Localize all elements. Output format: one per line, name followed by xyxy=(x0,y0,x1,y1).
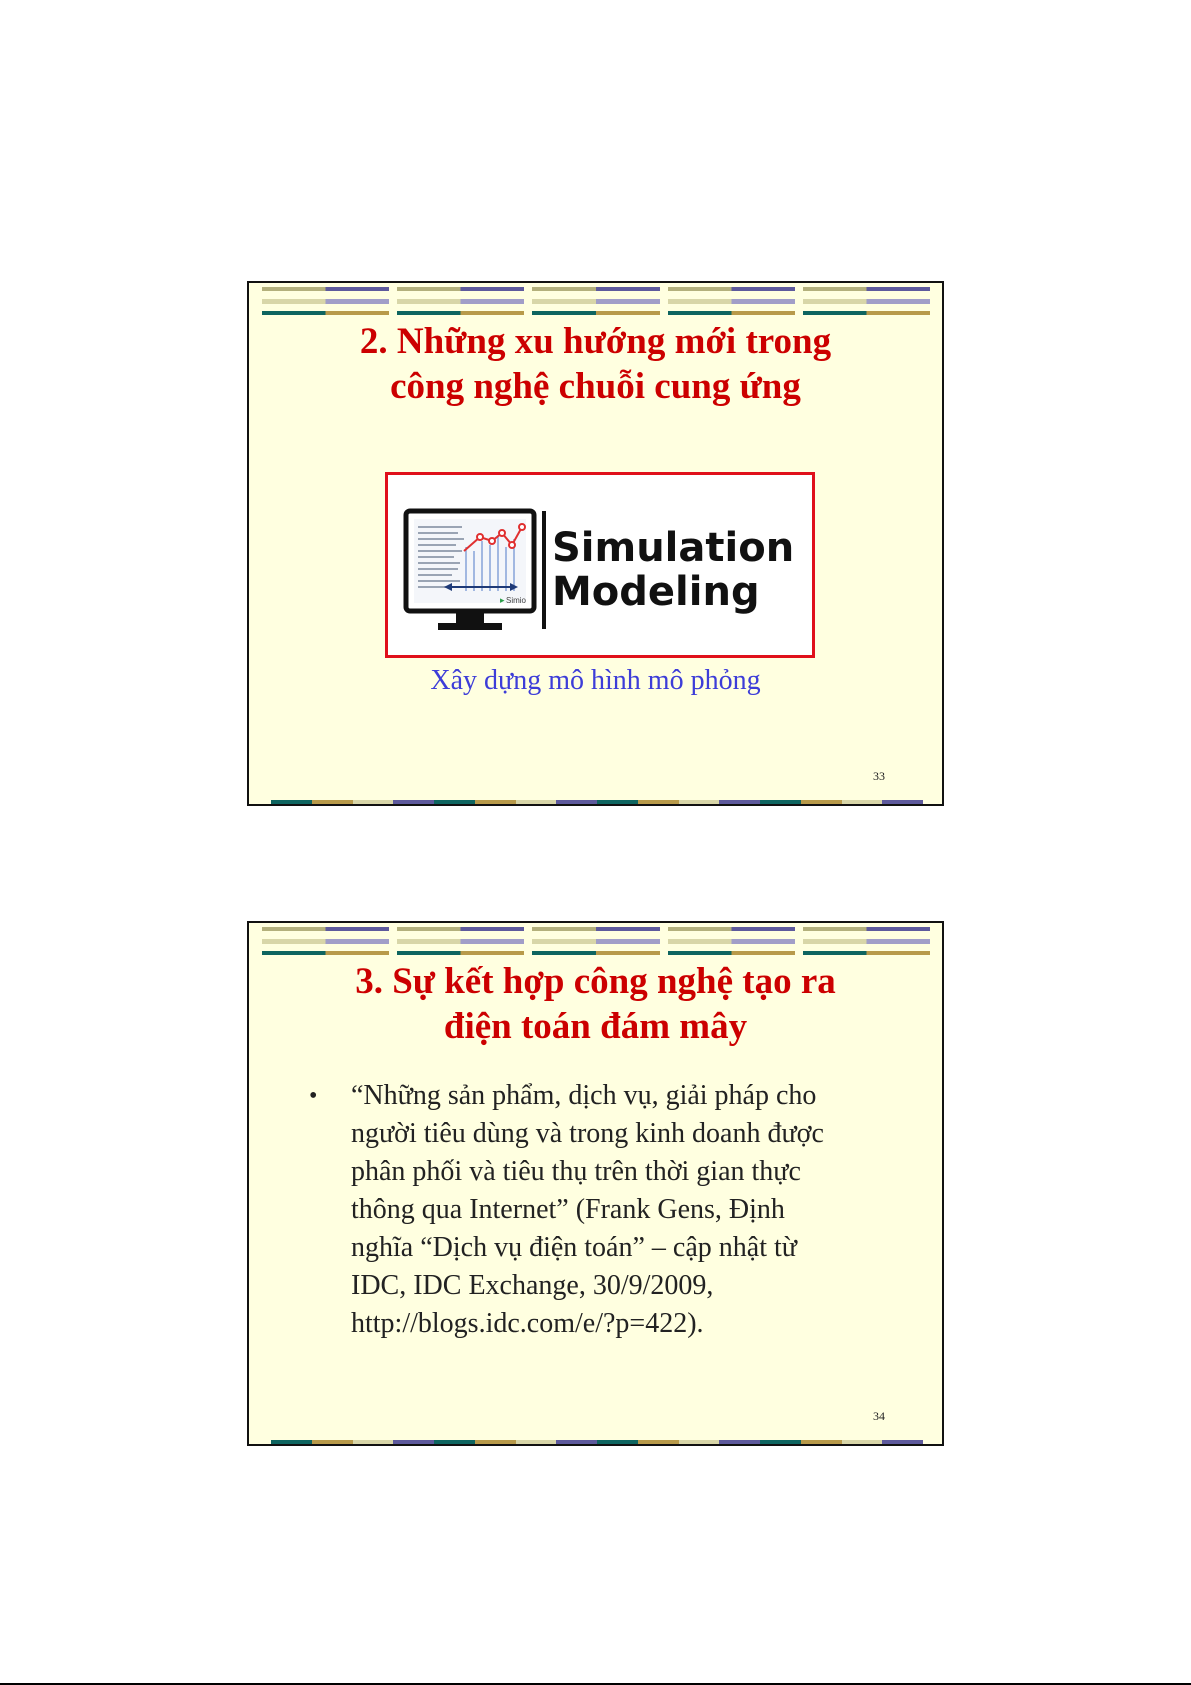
bullet-line: người tiêu dùng và trong kinh doanh được xyxy=(351,1118,824,1149)
slide-33 xyxy=(247,281,944,806)
bullet-text xyxy=(351,1077,879,1343)
decorative-top-band xyxy=(262,927,930,955)
bullet-item xyxy=(309,1077,879,1343)
bullet-dot-icon: • xyxy=(309,1083,318,1109)
logo-text-simulation: Simulation xyxy=(552,525,795,571)
bullet-line: thông qua Internet” (Frank Gens, Định xyxy=(351,1194,785,1225)
bullet-line: IDC, IDC Exchange, 30/9/2009, xyxy=(351,1270,714,1301)
simulation-modeling-image xyxy=(385,472,815,658)
slide-title xyxy=(249,959,942,1049)
slide-34 xyxy=(247,921,944,1446)
brand-label: ▸ xyxy=(500,595,505,605)
decorative-top-band xyxy=(262,287,930,315)
title-line-1: 2. Những xu hướng mới trong xyxy=(359,321,832,362)
bullet-line: http://blogs.idc.com/e/?p=422). xyxy=(351,1308,704,1339)
decorative-bottom-band xyxy=(271,1440,923,1444)
slide-number: 33 xyxy=(873,769,885,783)
logo-text-modeling: Modeling xyxy=(552,569,760,615)
title-line-2: công nghệ chuỗi cung ứng xyxy=(390,366,801,407)
title-line-2: điện toán đám mây xyxy=(443,1006,748,1047)
simulation-modeling-logo xyxy=(388,475,812,655)
bullet-line: “Những sản phẩm, dịch vụ, giải pháp cho xyxy=(351,1080,817,1111)
image-caption: Xây dựng mô hình mô phỏng xyxy=(430,665,761,696)
svg-text:Simio: Simio xyxy=(506,596,527,605)
decorative-bottom-band xyxy=(271,800,923,804)
bullet-line: phân phối và tiêu thụ trên thời gian thực xyxy=(351,1156,801,1187)
bullet-line: nghĩa “Dịch vụ điện toán” – cập nhật từ xyxy=(351,1232,797,1263)
slide-title xyxy=(249,319,942,409)
slide-number: 34 xyxy=(873,1409,885,1423)
title-line-1: 3. Sự kết hợp công nghệ tạo ra xyxy=(355,961,836,1002)
